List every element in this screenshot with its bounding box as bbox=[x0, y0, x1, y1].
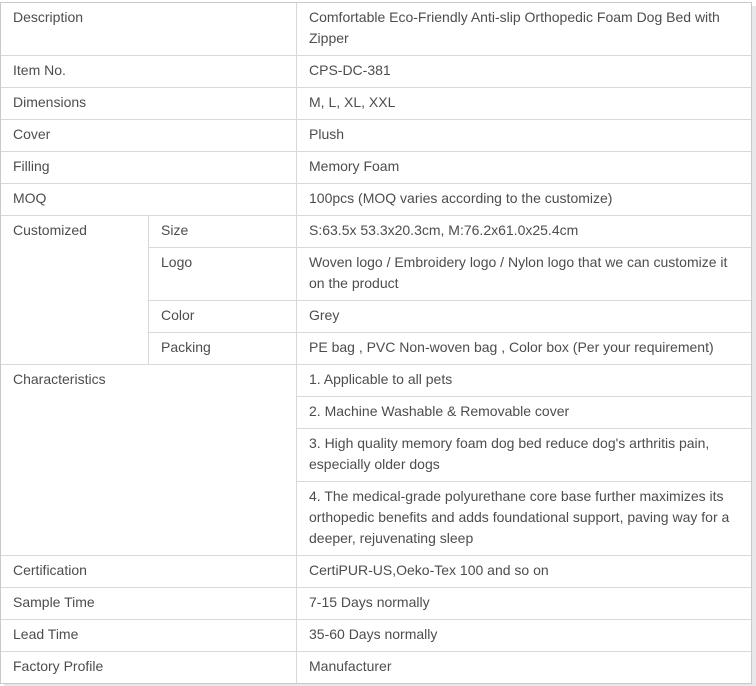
spec-row-filling bbox=[1, 151, 751, 183]
spec-row-factory-profile bbox=[1, 651, 751, 683]
spec-value: Memory Foam bbox=[296, 152, 751, 183]
spec-value: M, L, XL, XXL bbox=[296, 88, 751, 119]
spec-value: 4. The medical-grade polyurethane core base further maximizes its orthopedic benefits and adds foundational support, paving way for a deeper, rejuvenating sleep bbox=[296, 481, 751, 555]
spec-label: Item No. bbox=[13, 62, 66, 78]
spec-value: 1. Applicable to all pets bbox=[296, 365, 751, 396]
spec-section-customized bbox=[1, 215, 751, 364]
spec-row-moq bbox=[1, 183, 751, 215]
spec-value: 100pcs (MOQ varies according to the customize) bbox=[296, 184, 751, 215]
spec-value: CertiPUR-US,Oeko-Tex 100 and so on bbox=[296, 556, 751, 587]
spec-value: PE bag , PVC Non-woven bag , Color box (Per your requirement) bbox=[296, 332, 751, 364]
spec-row-certification bbox=[1, 555, 751, 587]
spec-label: Lead Time bbox=[13, 626, 79, 642]
spec-sublabel: Packing bbox=[148, 332, 296, 364]
spec-section-characteristics bbox=[1, 364, 751, 555]
spec-value: 7-15 Days normally bbox=[296, 588, 751, 619]
spec-label: Certification bbox=[13, 562, 87, 578]
spec-value: 3. High quality memory foam dog bed reduce dog's arthritis pain, especially older dogs bbox=[296, 428, 751, 481]
spec-row-cover bbox=[1, 119, 751, 151]
spec-value: 35-60 Days normally bbox=[296, 620, 751, 651]
spec-label: Factory Profile bbox=[13, 658, 104, 674]
spec-label: MOQ bbox=[13, 190, 47, 206]
spec-sublabel: Logo bbox=[148, 247, 296, 300]
spec-value: Grey bbox=[296, 300, 751, 332]
spec-label: Sample Time bbox=[13, 594, 95, 610]
spec-row-description bbox=[1, 3, 751, 55]
spec-value: Manufacturer bbox=[296, 652, 751, 683]
spec-row-sample-time bbox=[1, 587, 751, 619]
spec-sublabel: Size bbox=[148, 216, 296, 247]
spec-label: Customized bbox=[13, 222, 87, 238]
spec-row-lead-time bbox=[1, 619, 751, 651]
spec-label: Description bbox=[13, 9, 84, 25]
spec-row-item-no bbox=[1, 55, 751, 87]
spec-label: Cover bbox=[13, 126, 51, 142]
spec-label: Filling bbox=[13, 158, 50, 174]
spec-value: Plush bbox=[296, 120, 751, 151]
product-spec-table bbox=[0, 2, 752, 684]
spec-label: Dimensions bbox=[13, 94, 87, 110]
spec-value: CPS-DC-381 bbox=[296, 56, 751, 87]
spec-value: Woven logo / Embroidery logo / Nylon logo that we can customize it on the product bbox=[296, 247, 751, 300]
spec-sublabel: Color bbox=[148, 300, 296, 332]
spec-value: Comfortable Eco-Friendly Anti-slip Orthopedic Foam Dog Bed with Zipper bbox=[296, 3, 751, 55]
spec-label: Characteristics bbox=[13, 371, 106, 387]
spec-value: 2. Machine Washable & Removable cover bbox=[296, 396, 751, 428]
spec-row-dimensions bbox=[1, 87, 751, 119]
spec-value: S:63.5x 53.3x20.3cm, M:76.2x61.0x25.4cm bbox=[296, 216, 751, 247]
